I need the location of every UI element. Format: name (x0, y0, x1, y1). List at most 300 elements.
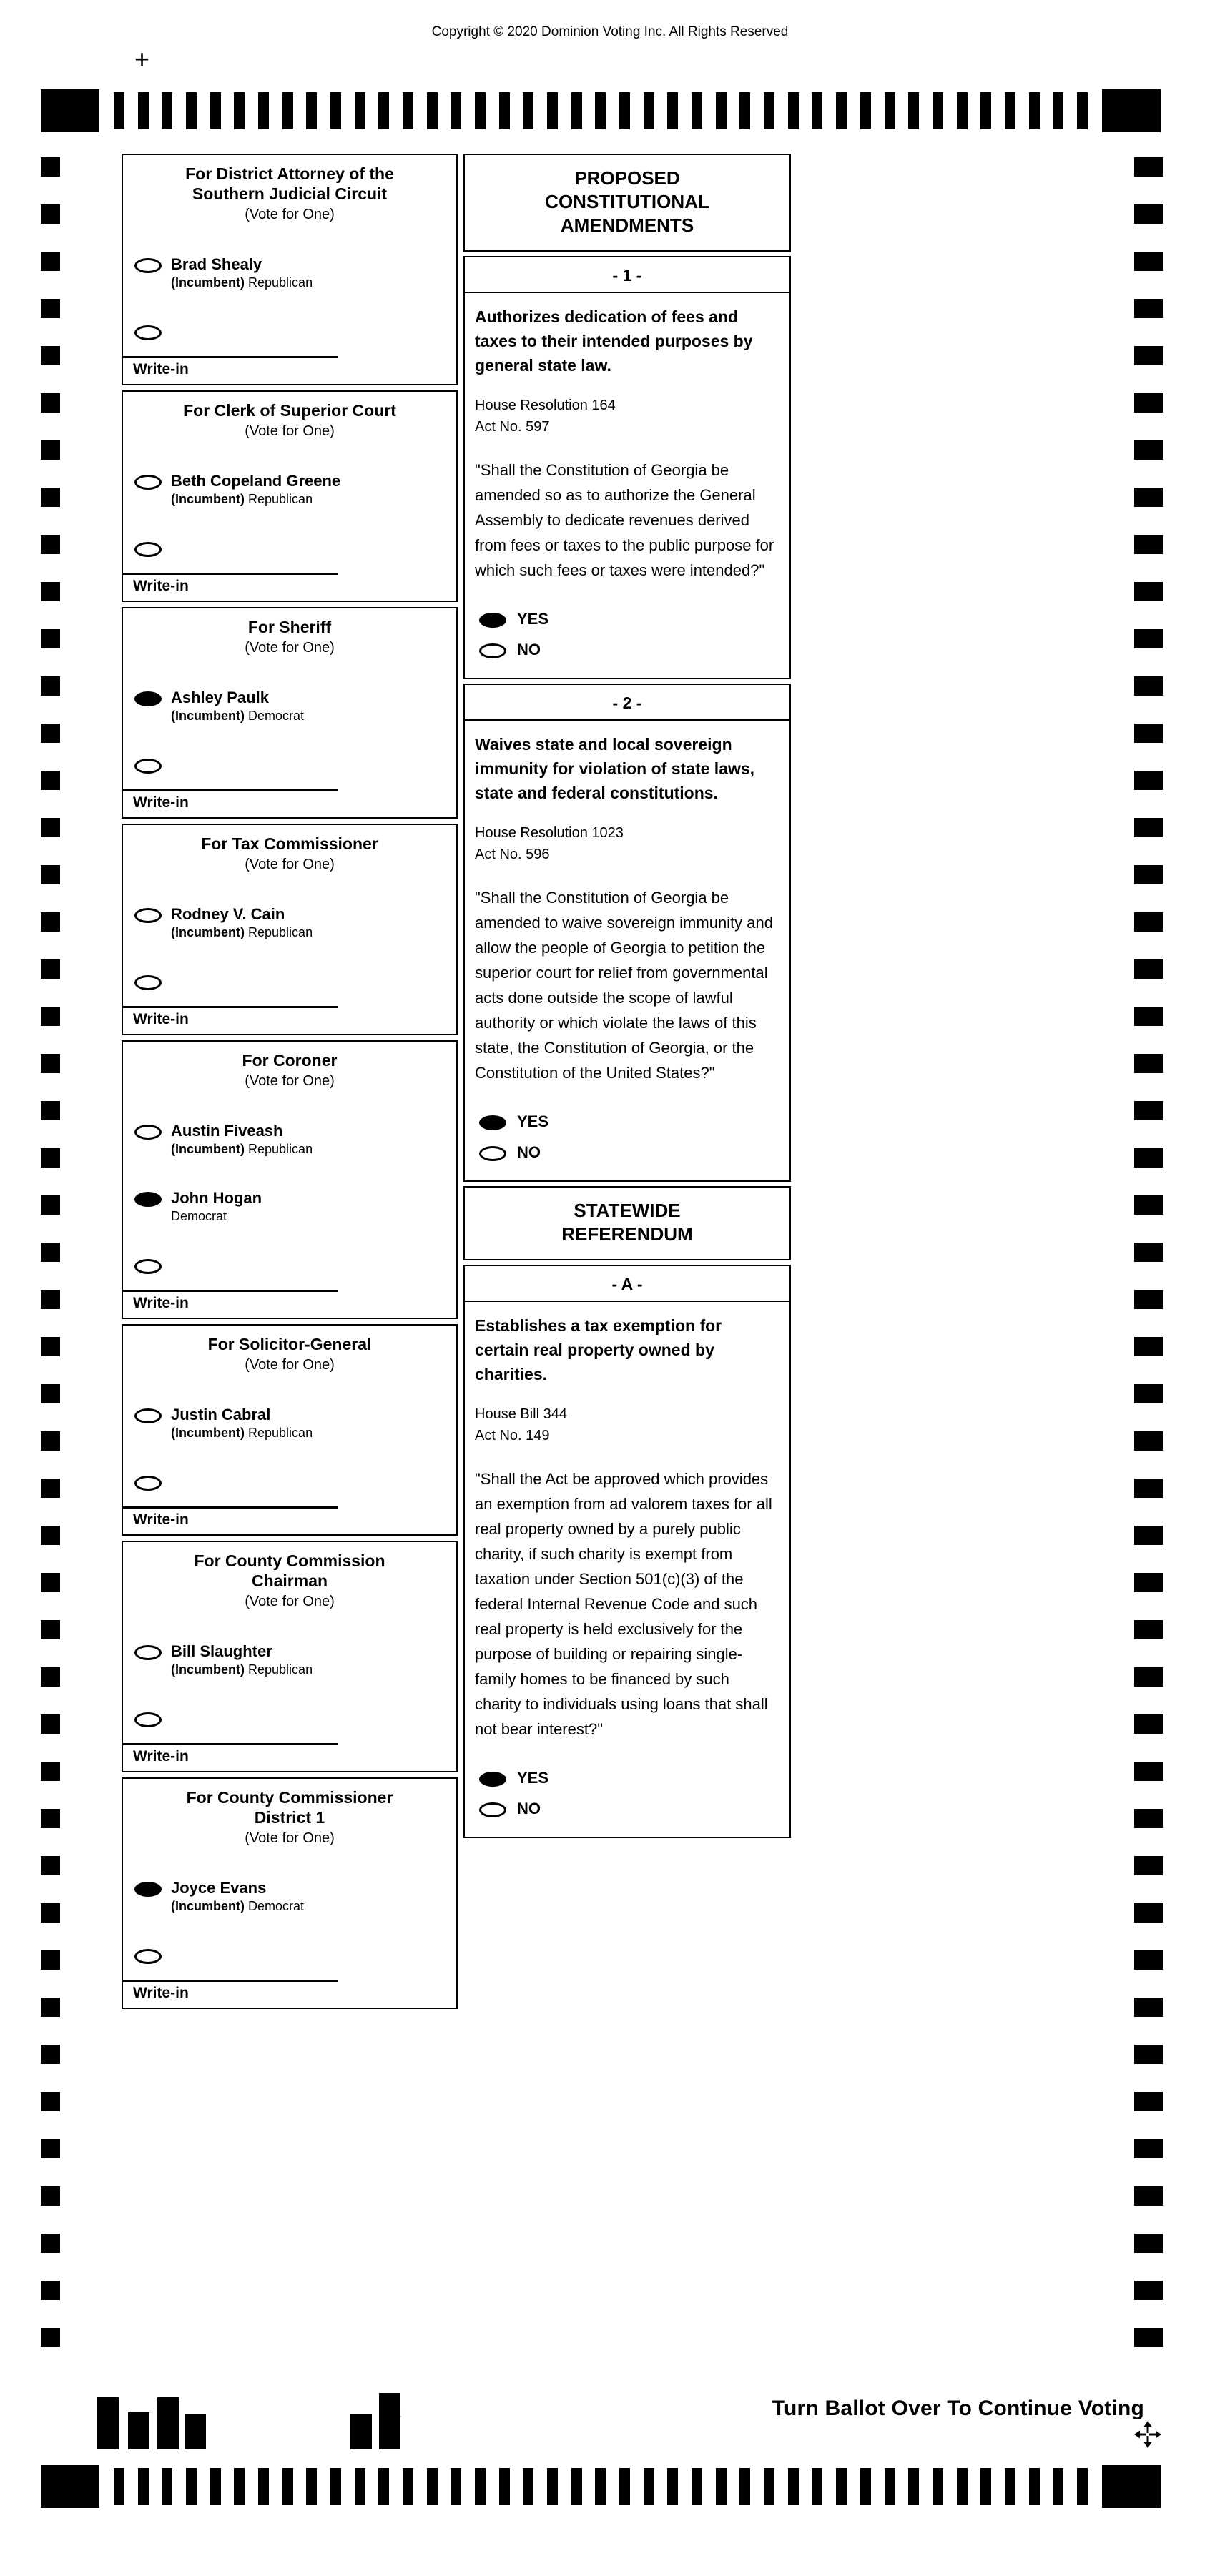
timing-bar (644, 92, 654, 129)
timing-mark (1134, 1290, 1163, 1309)
write-in-oval-row (123, 1257, 456, 1274)
measure-option-label: YES (517, 1769, 549, 1787)
timing-mark (41, 1526, 60, 1545)
contest-title: For County Commissioner (186, 1788, 393, 1807)
timing-mark (41, 1667, 60, 1687)
write-in-label: Write-in (133, 1748, 189, 1765)
timing-mark (1134, 1667, 1163, 1687)
timing-bar (860, 2468, 871, 2505)
candidate-party: Democrat (248, 1899, 305, 1913)
measure-reference-line: House Resolution 1023 (475, 825, 624, 841)
timing-bar (1053, 2468, 1063, 2505)
vote-oval[interactable] (134, 1408, 162, 1423)
timing-bar (306, 2468, 317, 2505)
timing-bar (788, 92, 799, 129)
contest-instruction: (Vote for One) (245, 1830, 335, 1846)
contest-instruction: (Vote for One) (245, 1073, 335, 1089)
write-in-oval[interactable] (134, 325, 162, 340)
timing-mark (41, 1714, 60, 1734)
candidate-name: Rodney V. Cain (171, 905, 285, 923)
timing-mark (1134, 1620, 1163, 1639)
write-in-oval-row (123, 756, 456, 774)
candidate-party: Republican (248, 1662, 313, 1677)
timing-marks-top (41, 89, 1161, 132)
candidate-detail (171, 1208, 262, 1224)
write-in-oval[interactable] (134, 542, 162, 557)
timing-mark (1134, 912, 1163, 932)
timing-mark (41, 1384, 60, 1403)
timing-bar (499, 92, 510, 129)
timing-mark (1134, 2281, 1163, 2300)
timing-bar (667, 92, 678, 129)
timing-bar (788, 2468, 799, 2505)
write-in-oval-row (123, 1710, 456, 1727)
contest-box (122, 1040, 458, 1319)
contest-title: For Tax Commissioner (201, 834, 378, 853)
timing-mark (41, 959, 60, 979)
candidate-row (123, 1643, 456, 1677)
candidate-qualifier: (Incumbent) (171, 709, 245, 723)
candidate-info (171, 473, 340, 507)
timing-mark (1134, 1384, 1163, 1403)
contest-title: For Sheriff (247, 618, 332, 636)
measure-options (465, 1742, 789, 1818)
timing-mark (1134, 2328, 1163, 2347)
timing-bar (885, 92, 895, 129)
vote-oval-filled[interactable] (134, 691, 162, 706)
measure-summary: Authorizes dedication of fees and taxes to their intended purposes by general state law. (475, 307, 753, 375)
timing-mark (41, 771, 60, 790)
timing-mark (41, 1243, 60, 1262)
contest-instruction: (Vote for One) (245, 1357, 335, 1373)
timing-mark (1134, 535, 1163, 554)
candidate-party: Republican (248, 1426, 313, 1440)
candidate-name: Ashley Paulk (171, 689, 269, 706)
vote-oval[interactable] (134, 1645, 162, 1660)
timing-bar (933, 2468, 943, 2505)
vote-oval[interactable] (134, 908, 162, 923)
contest-title: For Clerk of Superior Court (183, 401, 396, 420)
timing-bar (836, 2468, 847, 2505)
timing-mark (1134, 1101, 1163, 1120)
timing-bar (355, 2468, 365, 2505)
measure-references (465, 377, 789, 438)
yes-oval-filled[interactable] (479, 1772, 506, 1787)
measure-option-row (479, 1769, 789, 1787)
section-header-line: CONSTITUTIONAL (545, 191, 709, 212)
timing-bar (330, 2468, 341, 2505)
timing-marks-right (1134, 157, 1163, 2347)
timing-bar (210, 2468, 221, 2505)
timing-bar (210, 92, 221, 129)
timing-block-bottom-left (41, 2465, 99, 2508)
measure-reference-line: Act No. 596 (475, 847, 550, 862)
timing-bar (138, 92, 149, 129)
timing-mark (1134, 1998, 1163, 2017)
candidate-name: Austin Fiveash (171, 1122, 283, 1140)
candidate-detail (171, 491, 340, 507)
timing-block-top-right (1102, 89, 1161, 132)
timing-block-top-left (41, 89, 99, 132)
timing-mark (41, 818, 60, 837)
measure-summary: Establishes a tax exemption for certain real property owned by charities. (475, 1316, 722, 1383)
timing-bar (692, 92, 702, 129)
timing-bar (523, 2468, 533, 2505)
timing-mark (41, 1950, 60, 1970)
timing-mark (41, 676, 60, 696)
contest-header (123, 608, 456, 656)
contest-header (123, 392, 456, 440)
timing-bar (451, 2468, 461, 2505)
timing-mark (1134, 1337, 1163, 1356)
timing-mark (41, 2328, 60, 2347)
contest-header (123, 1326, 456, 1373)
candidate-party: Republican (248, 1142, 313, 1156)
contest-box (122, 154, 458, 385)
measure-option-row (479, 641, 789, 659)
vote-oval-filled[interactable] (134, 1882, 162, 1897)
timing-block-bottom-right (1102, 2465, 1161, 2508)
contest-box (122, 1324, 458, 1536)
timing-mark (1134, 2186, 1163, 2206)
contest-title: Chairman (251, 1571, 328, 1590)
timing-mark (1134, 676, 1163, 696)
contest-title: For Solicitor-General (207, 1335, 372, 1353)
timing-mark (41, 1431, 60, 1451)
candidate-qualifier: (Incumbent) (171, 1426, 245, 1440)
write-in-oval-row (123, 973, 456, 990)
candidate-row (123, 1880, 456, 1914)
candidate-info (171, 906, 313, 940)
yes-oval-filled[interactable] (479, 613, 506, 628)
candidate-info (171, 256, 313, 290)
timing-bar (1029, 92, 1040, 129)
timing-mark (41, 1148, 60, 1168)
timing-mark (41, 393, 60, 413)
candidate-qualifier: (Incumbent) (171, 275, 245, 290)
no-oval[interactable] (479, 1146, 506, 1161)
timing-mark (41, 1903, 60, 1923)
timing-bar (547, 2468, 558, 2505)
ballot-id-bar (97, 2397, 119, 2449)
measure-option-label: YES (517, 610, 549, 628)
write-in-label: Write-in (133, 578, 189, 594)
timing-bar (186, 2468, 197, 2505)
timing-mark (41, 1054, 60, 1073)
timing-top-bars (99, 89, 1102, 132)
timing-bar (138, 2468, 149, 2505)
timing-mark (41, 865, 60, 884)
candidate-qualifier: (Incumbent) (171, 492, 245, 506)
timing-bar (957, 92, 968, 129)
vote-oval[interactable] (134, 258, 162, 273)
timing-bar (836, 92, 847, 129)
measure-question: "Shall the Constitution of Georgia be amended to waive sovereign immunity and allow the people of Georgia to petition the superior court for relief from governmental acts done outside the scope of lawful authority or which violate the laws of this state, the Constitution of Georgia, or the Constitution of the United States?" (475, 889, 774, 1082)
vote-oval[interactable] (134, 475, 162, 490)
measure-question: "Shall the Constitution of Georgia be amended so as to authorize the General Assembly to dedicate revenues derived from fees or taxes to the public purpose for which such fees or taxes were intended?" (475, 461, 774, 579)
write-in-label: Write-in (133, 1511, 189, 1528)
timing-mark (1134, 204, 1163, 224)
timing-mark (1134, 1148, 1163, 1168)
write-in-oval[interactable] (134, 1949, 162, 1964)
timing-mark (1134, 2092, 1163, 2111)
measure-question: "Shall the Act be approved which provides an exemption from ad valorem taxes for all real property owned by a purely public charity, if such charity is exempt from taxation under Section 501(c)(3) of the federal Internal Revenue Code and such real property is held exclusively for the purpose of building or repairing single-family homes to be financed by such charity to individuals using loans that shall not bear interest?" (475, 1470, 772, 1738)
timing-bar (330, 92, 341, 129)
candidate-info (171, 1406, 313, 1441)
timing-mark (1134, 2234, 1163, 2253)
timing-mark (1134, 299, 1163, 318)
section-header-line: STATEWIDE (574, 1200, 681, 1221)
timing-bar (523, 92, 533, 129)
timing-bar (980, 2468, 991, 2505)
timing-mark (41, 2281, 60, 2300)
timing-mark (41, 252, 60, 271)
write-in-oval[interactable] (134, 1476, 162, 1491)
timing-mark (41, 2139, 60, 2158)
candidate-name: John Hogan (171, 1189, 262, 1207)
timing-bar (1005, 2468, 1015, 2505)
timing-bar (644, 2468, 654, 2505)
contest-title: For Coroner (242, 1051, 338, 1070)
contest-instruction: (Vote for One) (245, 423, 335, 439)
timing-bar (571, 2468, 582, 2505)
contest-header (123, 825, 456, 873)
timing-mark (41, 440, 60, 460)
timing-bar (667, 2468, 678, 2505)
write-in-oval[interactable] (134, 1259, 162, 1274)
candidate-party: Democrat (248, 709, 305, 723)
timing-mark (1134, 440, 1163, 460)
timing-bar (595, 92, 606, 129)
yes-oval-filled[interactable] (479, 1115, 506, 1130)
ballot-id-bar (128, 2412, 149, 2449)
measure-option-label: NO (517, 1143, 541, 1161)
measure-options (465, 583, 789, 659)
copyright-text: Copyright © 2020 Dominion Voting Inc. All Rights Reserved (431, 24, 789, 39)
candidate-party: Republican (248, 275, 313, 290)
timing-mark (1134, 1526, 1163, 1545)
contest-header (123, 155, 456, 223)
timing-bar (234, 92, 245, 129)
contest-title: District 1 (254, 1808, 325, 1827)
timing-mark (1134, 1762, 1163, 1781)
write-in-oval-row (123, 1947, 456, 1964)
timing-bar (499, 2468, 510, 2505)
timing-mark (41, 2234, 60, 2253)
timing-bar (812, 92, 822, 129)
timing-mark (1134, 724, 1163, 743)
timing-bar (355, 92, 365, 129)
contest-box (122, 607, 458, 819)
timing-mark (41, 535, 60, 554)
timing-mark (1134, 346, 1163, 365)
timing-mark (1134, 1903, 1163, 1923)
timing-mark (41, 1998, 60, 2017)
candidate-row (123, 256, 456, 290)
timing-bar (234, 2468, 245, 2505)
timing-bar (162, 2468, 172, 2505)
timing-bar (619, 2468, 630, 2505)
timing-mark (41, 2092, 60, 2111)
timing-bar (306, 92, 317, 129)
contest-instruction: (Vote for One) (245, 207, 335, 222)
timing-mark (41, 1479, 60, 1498)
timing-bar (378, 92, 389, 129)
timing-mark (41, 1809, 60, 1828)
timing-mark (41, 1337, 60, 1356)
timing-mark (41, 1007, 60, 1026)
timing-mark (1134, 488, 1163, 507)
write-in-label: Write-in (133, 1011, 189, 1027)
contests-column (122, 154, 458, 2014)
write-in-oval[interactable] (134, 1712, 162, 1727)
timing-bottom-bars (99, 2465, 1102, 2508)
timing-bar (114, 2468, 124, 2505)
timing-bar (933, 92, 943, 129)
candidate-info (171, 689, 304, 724)
measure-option-row (479, 1800, 789, 1818)
candidate-detail (171, 275, 313, 290)
contest-title: For County Commission (194, 1551, 385, 1570)
candidate-party: Democrat (171, 1209, 227, 1223)
candidate-info (171, 1122, 313, 1157)
timing-mark (1134, 252, 1163, 271)
sheet-mark: 2 (395, 2408, 401, 2420)
measure-option-row (479, 610, 789, 628)
timing-bar (739, 92, 750, 129)
timing-mark (1134, 157, 1163, 177)
timing-bar (427, 2468, 438, 2505)
measure-reference-line: Act No. 149 (475, 1428, 550, 1444)
contest-instruction: (Vote for One) (245, 640, 335, 656)
timing-bar (1029, 2468, 1040, 2505)
contest-header (123, 1779, 456, 1847)
timing-bar (908, 92, 919, 129)
timing-mark (1134, 818, 1163, 837)
timing-mark (1134, 1856, 1163, 1875)
timing-mark (1134, 1243, 1163, 1262)
contest-title: Southern Judicial Circuit (192, 184, 388, 203)
timing-mark (41, 1101, 60, 1120)
registration-crosshair-icon (1134, 2421, 1161, 2448)
timing-bar (378, 2468, 389, 2505)
candidate-name: Beth Copeland Greene (171, 472, 341, 490)
vote-oval[interactable] (134, 1125, 162, 1140)
contest-box (122, 1541, 458, 1772)
timing-bar (403, 92, 413, 129)
section-header (463, 154, 791, 252)
timing-mark (1134, 1950, 1163, 1970)
contest-instruction: (Vote for One) (245, 857, 335, 872)
candidate-qualifier: (Incumbent) (171, 1142, 245, 1156)
candidate-row (123, 1406, 456, 1441)
candidate-row (123, 689, 456, 724)
write-in-oval-row (123, 323, 456, 340)
candidate-detail (171, 708, 304, 724)
timing-bar (619, 92, 630, 129)
ballot-id-bar (185, 2414, 206, 2449)
vote-oval-filled[interactable] (134, 1192, 162, 1207)
timing-mark (1134, 1714, 1163, 1734)
timing-mark (1134, 629, 1163, 648)
measure-option-row (479, 1112, 789, 1131)
candidate-detail (171, 924, 313, 940)
measure-references (465, 805, 789, 865)
candidate-info (171, 1190, 262, 1224)
timing-bar (595, 2468, 606, 2505)
timing-mark (1134, 393, 1163, 413)
candidate-row (123, 1122, 456, 1157)
contest-header (123, 1542, 456, 1610)
timing-mark (1134, 1479, 1163, 1498)
timing-bar (764, 92, 774, 129)
candidate-detail (171, 1141, 313, 1157)
candidate-party: Republican (248, 492, 313, 506)
timing-bar (571, 92, 582, 129)
timing-mark (41, 629, 60, 648)
candidate-detail (171, 1425, 313, 1441)
contest-title: For District Attorney of the (185, 164, 394, 183)
measure-reference-line: House Resolution 164 (475, 398, 616, 413)
timing-bar (980, 92, 991, 129)
timing-bar (716, 92, 727, 129)
write-in-oval[interactable] (134, 759, 162, 774)
timing-mark (1134, 771, 1163, 790)
timing-mark (1134, 1573, 1163, 1592)
timing-mark (1134, 1431, 1163, 1451)
timing-mark (1134, 2139, 1163, 2158)
candidate-row (123, 1190, 456, 1224)
no-oval[interactable] (479, 643, 506, 658)
contest-header (123, 1042, 456, 1090)
timing-bar (885, 2468, 895, 2505)
timing-mark (41, 1290, 60, 1309)
write-in-oval[interactable] (134, 975, 162, 990)
measure-option-row (479, 1143, 789, 1162)
measure-option-label: NO (517, 1800, 541, 1817)
measure-box (463, 256, 791, 679)
timing-mark (41, 1195, 60, 1215)
timing-bar (475, 92, 486, 129)
write-in-label: Write-in (133, 1985, 189, 2001)
timing-bar (908, 2468, 919, 2505)
timing-bar (162, 92, 172, 129)
timing-bar (114, 92, 124, 129)
timing-bar (403, 2468, 413, 2505)
timing-mark (41, 299, 60, 318)
timing-mark (1134, 1809, 1163, 1828)
candidate-row (123, 473, 456, 507)
measure-references (465, 1386, 789, 1446)
timing-bar (1005, 92, 1015, 129)
contest-instruction: (Vote for One) (245, 1594, 335, 1609)
write-in-label: Write-in (133, 794, 189, 811)
section-header-line: PROPOSED (574, 167, 680, 189)
write-in-label: Write-in (133, 1295, 189, 1311)
write-in-oval-row (123, 1474, 456, 1491)
timing-mark (41, 204, 60, 224)
candidate-detail (171, 1898, 304, 1914)
timing-mark (1134, 865, 1163, 884)
timing-bar (860, 92, 871, 129)
timing-bar (547, 92, 558, 129)
section-header-line: REFERENDUM (561, 1223, 693, 1245)
contest-box (122, 390, 458, 602)
write-in-oval-row (123, 540, 456, 557)
candidate-name: Joyce Evans (171, 1879, 267, 1897)
no-oval[interactable] (479, 1802, 506, 1817)
measure-reference-line: House Bill 344 (475, 1406, 567, 1422)
